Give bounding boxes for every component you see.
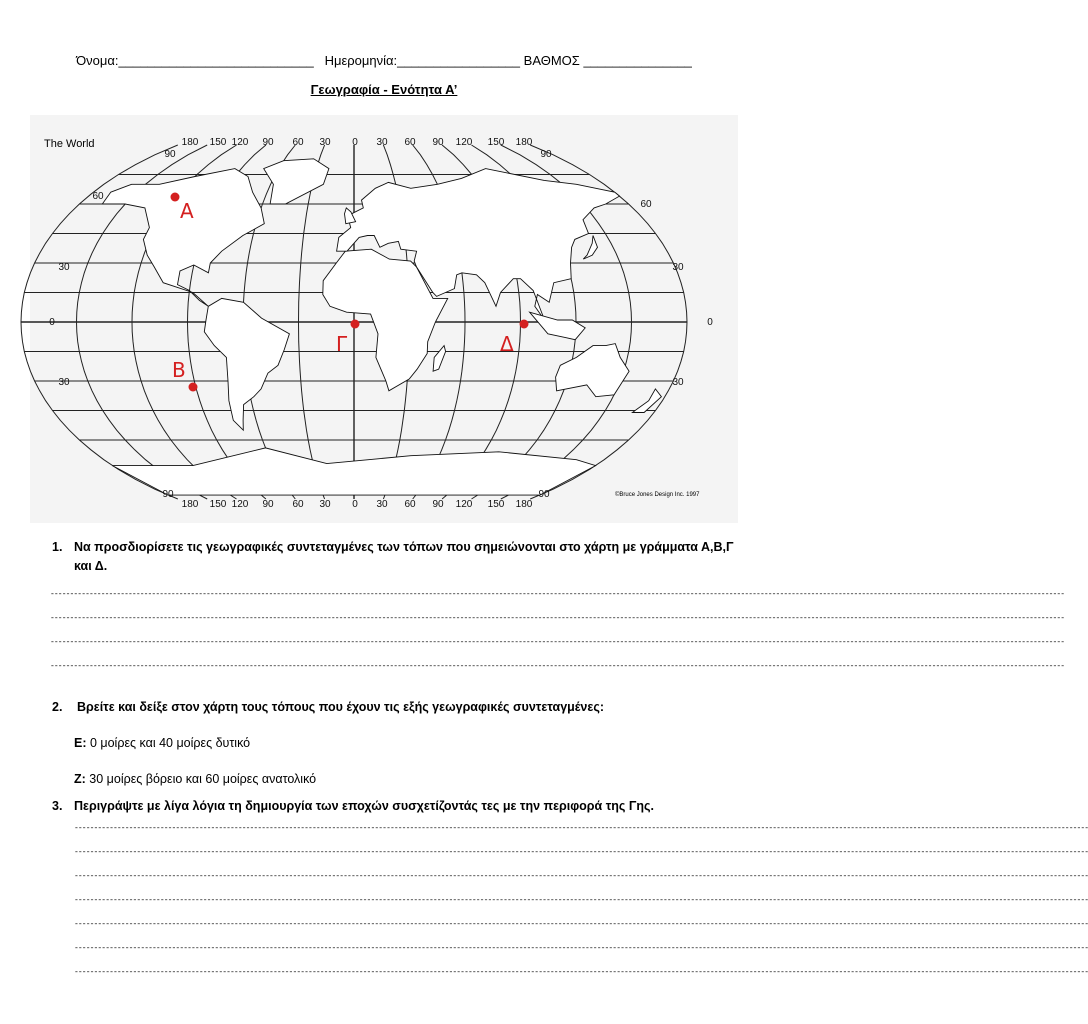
map-copyright: ©Bruce Jones Design Inc. 1997 [615,492,700,498]
pole-label: 90 [540,149,552,160]
question-2-number: 2. [52,700,63,714]
longitude-label-bottom: 0 [352,499,358,510]
pole-label: 90 [538,489,550,500]
grade-blank[interactable]: _______________ [583,53,692,68]
coordinate-z-text: 30 μοίρες βόρειο και 60 μοίρες ανατολικό [85,772,317,786]
answer-line[interactable]: -------------------------------------------------------------------------------------------------------------------------------------------------------------------------------------------------------------------------------------------------------------------- [74,896,1088,905]
pole-label: 90 [162,489,174,500]
question-1-text: Να προσδιορίσετε τις γεωγραφικές συντεταγμένες των τόπων που σημειώνονται στο χάρτη με γράμματα Α,Β,Γ [74,540,734,554]
latitude-label-left: 30 [58,377,70,388]
longitude-label-bottom: 180 [515,499,533,510]
marker-dot-2 [189,383,198,392]
answer-line[interactable]: -------------------------------------------------------------------------------------------------------------------------------------------------------------------------------------------------------------------------------------------------------------------- [50,662,1065,671]
header-fields [0,53,768,68]
question-3-number: 3. [52,799,63,813]
longitude-label-top: 30 [376,137,388,148]
latitude-label-right: 0 [707,317,713,328]
coordinate-z [74,772,316,786]
marker-dot-4 [520,320,529,329]
name-blank[interactable]: ___________________________ [118,53,314,68]
coordinate-e-letter: Ε: [74,736,87,750]
longitude-label-bottom: 180 [181,499,199,510]
answer-line[interactable]: -------------------------------------------------------------------------------------------------------------------------------------------------------------------------------------------------------------------------------------------------------------------- [50,614,1065,623]
date-label: Ημερομηνία: [324,53,398,68]
latitude-label-right: 30 [672,262,684,273]
name-label: Όνομα: [76,53,119,68]
marker-letter-1: Α [180,199,194,223]
longitude-label-bottom: 150 [209,499,227,510]
marker-letter-2: Β [172,358,186,382]
longitude-label-bottom: 60 [404,499,416,510]
longitude-label-bottom: 90 [262,499,274,510]
answer-line[interactable]: -------------------------------------------------------------------------------------------------------------------------------------------------------------------------------------------------------------------------------------------------------------------- [74,968,1088,977]
question-1-number: 1. [52,540,63,554]
coordinate-z-letter: Ζ: [74,772,86,786]
answer-line[interactable]: -------------------------------------------------------------------------------------------------------------------------------------------------------------------------------------------------------------------------------------------------------------------- [74,872,1088,881]
marker-dot-3 [351,320,360,329]
longitude-label-bottom: 30 [376,499,388,510]
longitude-label-bottom: 150 [487,499,505,510]
longitude-label-top: 120 [455,137,473,148]
coordinate-e-text: 0 μοίρες και 40 μοίρες δυτικό [86,736,251,750]
question-2-text: Βρείτε και δείξε στον χάρτη τους τόπους που έχουν τις εξής γεωγραφικές συντεταγμένες: [77,700,604,714]
coordinate-e [74,736,250,750]
latitude-label-left: 60 [92,191,104,202]
longitude-label-bottom: 30 [319,499,331,510]
pole-label: 90 [164,149,176,160]
longitude-label-top: 150 [487,137,505,148]
marker-letter-3: Γ [336,332,348,356]
latitude-label-left: 30 [58,262,70,273]
answer-line[interactable]: -------------------------------------------------------------------------------------------------------------------------------------------------------------------------------------------------------------------------------------------------------------------- [74,824,1088,833]
question-3-text: Περιγράψτε με λίγα λόγια τη δημιουργία των εποχών συσχετίζοντάς τες με την περιφορά της Γης. [74,799,655,813]
page-title: Γεωγραφία - Ενότητα Α’ [310,82,458,97]
longitude-label-bottom: 120 [455,499,473,510]
answer-line[interactable]: -------------------------------------------------------------------------------------------------------------------------------------------------------------------------------------------------------------------------------------------------------------------- [50,638,1065,647]
date-blank[interactable]: _________________ [397,53,521,68]
longitude-label-top: 30 [319,137,331,148]
answer-line[interactable]: -------------------------------------------------------------------------------------------------------------------------------------------------------------------------------------------------------------------------------------------------------------------- [50,590,1065,599]
longitude-label-bottom: 120 [231,499,249,510]
longitude-label-top: 60 [404,137,416,148]
question-1-text-cont: και Δ. [74,559,108,573]
longitude-label-top: 150 [209,137,227,148]
longitude-label-top: 90 [432,137,444,148]
map-caption: The World [44,138,95,150]
latitude-label-right: 30 [672,377,684,388]
longitude-label-top: 180 [515,137,533,148]
longitude-label-top: 180 [181,137,199,148]
longitude-label-top: 0 [352,137,358,148]
world-map-svg [30,115,738,523]
longitude-label-top: 120 [231,137,249,148]
answer-line[interactable]: -------------------------------------------------------------------------------------------------------------------------------------------------------------------------------------------------------------------------------------------------------------------- [74,920,1088,929]
marker-dot-1 [171,193,180,202]
longitude-label-top: 60 [292,137,304,148]
grade-label: ΒΑΘΜΟΣ [523,53,580,68]
marker-letter-4: Δ [500,332,514,356]
answer-line[interactable]: -------------------------------------------------------------------------------------------------------------------------------------------------------------------------------------------------------------------------------------------------------------------- [74,848,1088,857]
longitude-label-bottom: 60 [292,499,304,510]
latitude-label-right: 60 [640,199,652,210]
longitude-label-bottom: 90 [432,499,444,510]
answer-line[interactable]: -------------------------------------------------------------------------------------------------------------------------------------------------------------------------------------------------------------------------------------------------------------------- [74,944,1088,953]
world-map [30,115,738,523]
longitude-label-top: 90 [262,137,274,148]
latitude-label-left: 0 [49,317,55,328]
